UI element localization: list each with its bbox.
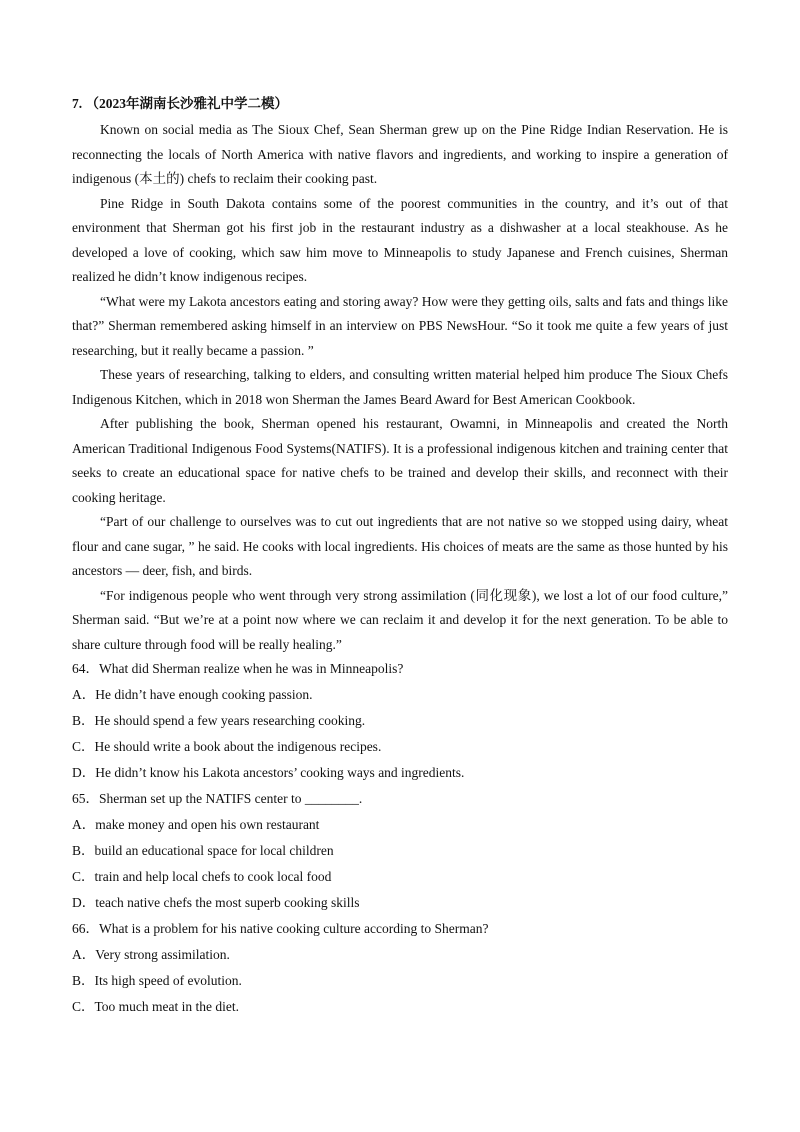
option-a: A．He didn’t have enough cooking passion. [72,687,313,702]
passage-paragraph-3: “What were my Lakota ancestors eating and storing away? How were they getting oils, salts and fats and things like that?” Sherman remembered asking himself in an interview on PBS NewsHour. “So it took me quite a few years of just researching, but it really became a passion. ” [72,293,728,358]
option-b: B．build an educational space for local children [72,843,334,858]
question-stem: 65．Sherman set up the NATIFS center to ________. [72,791,363,806]
question-heading: 7. （2023年湖南长沙雅礼中学二模） [72,96,288,111]
question-stem: 66．What is a problem for his native cooking culture according to Sherman? [72,921,489,936]
passage-paragraph-2: Pine Ridge in South Dakota contains some of the poorest communities in the country, and it’s out of that environment that Sherman got his first job in the restaurant industry as a dishwasher at a local steakhouse. As he developed a love of cooking, which saw him move to Minneapolis to study Japanese and French cuisines, Sherman realized he didn’t know indigenous recipes. [72,195,728,284]
question-64 [72,657,728,787]
document-page [72,94,728,1021]
option-b: B．Its high speed of evolution. [72,973,242,988]
option-b: B．He should spend a few years researching cooking. [72,713,366,728]
option-d: D．teach native chefs the most superb cooking skills [72,895,360,910]
passage-paragraph-6: “Part of our challenge to ourselves was to cut out ingredients that are not native so we stopped using dairy, wheat flour and cane sugar, ” he said. He cooks with local ingredients. His choices of meats are the same as those hunted by his ancestors — deer, fish, and birds. [72,514,728,578]
option-c: C．He should write a book about the indigenous recipes. [72,739,382,754]
option-a: A．make money and open his own restaurant [72,817,320,832]
option-d: D．He didn’t know his Lakota ancestors’ cooking ways and ingredients. [72,765,465,780]
question-stem: 64．What did Sherman realize when he was in Minneapolis? [72,661,404,676]
passage-paragraph-4: These years of researching, talking to elders, and consulting written material helped him produce The Sioux Chefs Indigenous Kitchen, which in 2018 won Sherman the James Beard Award for Best American Cookbook. [72,367,728,407]
passage-paragraph-7: “For indigenous people who went through very strong assimilation (同化现象), we lost a lot of our food culture,” Sherman said. “But we’re at a point now where we can reclaim it and develop it for the next generation. To be able to share culture through food will be really healing.” [72,587,728,652]
passage-paragraph-5: After publishing the book, Sherman opened his restaurant, Owamni, in Minneapolis and created the North American Traditional Indigenous Food Systems(NATIFS). It is a professional indigenous kitchen and training center that seeks to create an educational space for native chefs to be trained and develop their skills, and reconnect with their cooking heritage. [72,416,728,505]
passage-paragraph-1: Known on social media as The Sioux Chef, Sean Sherman grew up on the Pine Ridge Indian Reservation. He is reconnecting the locals of North America with native flavors and ingredients, and working to inspire a generation of indigenous (本土的) chefs to reclaim their cooking past. [72,122,728,186]
option-a: A．Very strong assimilation. [72,947,230,962]
question-65 [72,787,728,917]
option-c: C．Too much meat in the diet. [72,999,240,1014]
question-66 [72,917,728,1021]
option-c: C．train and help local chefs to cook local food [72,869,332,884]
